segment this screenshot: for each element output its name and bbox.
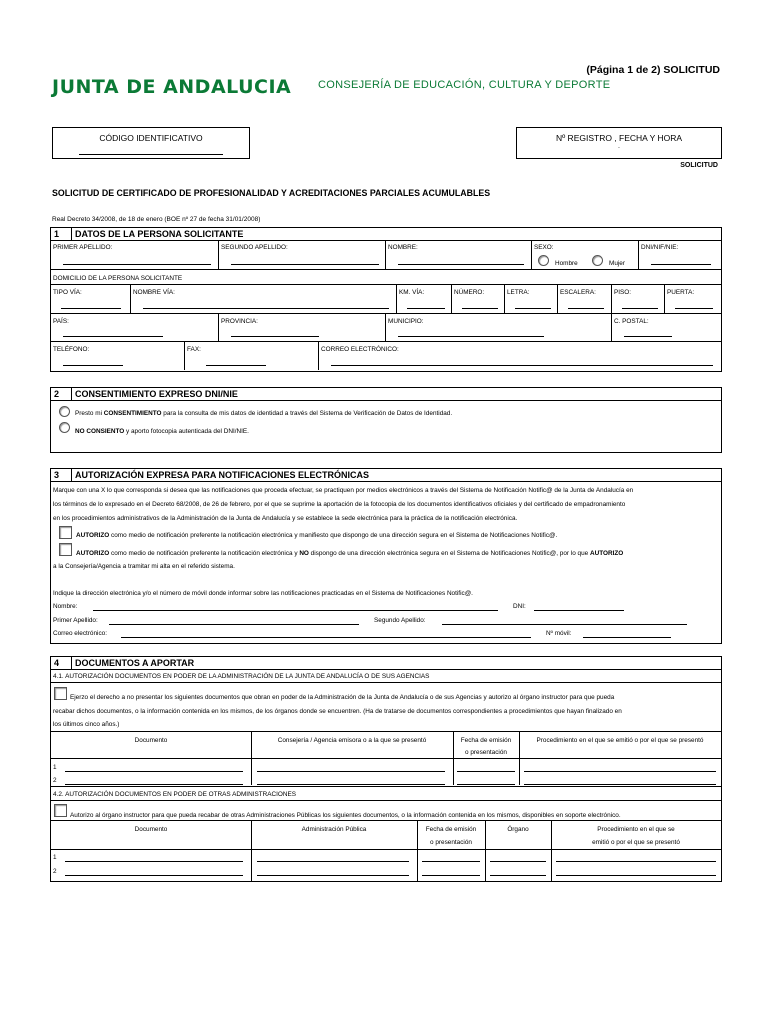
nombre-field[interactable] <box>398 264 524 265</box>
s3-segundo-apellido-label: Segundo Apellido: <box>374 617 426 624</box>
section-2-consentimiento <box>50 387 722 453</box>
dni-field[interactable] <box>651 264 711 265</box>
s3-dni-field[interactable] <box>534 610 624 611</box>
autorizo-2-text: AUTORIZO como medio de notificación preferente la notificación electrónica y NO dispongo de una dirección electrónica segura en el Sistema de Notificaciones Notific@, por lo que AUTORIZO <box>76 550 624 557</box>
form-title: SOLICITUD DE CERTIFICADO DE PROFESIONALIDAD Y ACREDITACIONES PARCIALES ACUMULABLES <box>52 188 491 198</box>
t2-row-2-organo[interactable] <box>490 875 546 876</box>
autorizo-1-text: AUTORIZO como medio de notificación preferente la notificación electrónica y manifiesto que dispongo de una dirección segura en el Sistema de Notificaciones Notific@. <box>76 532 558 539</box>
section-2-title: CONSENTIMIENTO EXPRESO DNI/NIE <box>71 388 238 400</box>
letra-field[interactable] <box>515 308 551 309</box>
t1-row-1-documento[interactable] <box>65 771 243 772</box>
telefono-label: TELÉFONO: <box>53 346 90 353</box>
t2-row-2-procedimiento[interactable] <box>556 875 716 876</box>
escalera-field[interactable] <box>568 308 604 309</box>
s3-nombre-field[interactable] <box>93 610 498 611</box>
nombre-label: NOMBRE: <box>388 244 418 251</box>
section-1-header <box>51 228 721 241</box>
autorizo-2-checkbox[interactable] <box>59 543 72 556</box>
correo-label: CORREO ELECTRÓNICO: <box>321 346 399 353</box>
t2-header-fecha: Fecha de emisión <box>425 826 477 833</box>
t2-header-administracion: Administración Pública <box>301 826 367 833</box>
sexo-label: SEXO: <box>534 244 554 251</box>
segundo-apellido-label: SEGUNDO APELLIDO: <box>221 244 288 251</box>
primer-apellido-label: PRIMER APELLIDO: <box>53 244 113 251</box>
s4-sub2-checkbox[interactable] <box>54 804 67 817</box>
autorizo-2-text-line2: a la Consejería/Agencia a tramitar mi alta en el referido sistema. <box>53 563 235 570</box>
s3-intro-line3: en los procedimientos administrativos de la Administración de la Junta de Andalucía y se establece la sede electrónica para la práctica de la notificación electrónica. <box>53 515 518 522</box>
km-via-field[interactable] <box>407 308 445 309</box>
page-label: (Página 1 de 2) SOLICITUD <box>586 64 720 76</box>
registro-box <box>516 127 722 159</box>
s3-movil-field[interactable] <box>583 637 671 638</box>
municipio-label: MUNICIPIO: <box>388 318 424 325</box>
t1-row-2-consejeria[interactable] <box>257 784 445 785</box>
domicilio-heading: DOMICILIO DE LA PERSONA SOLICITANTE <box>53 275 183 282</box>
t1-header-procedimiento: Procedimiento en el que se emitió o por el que se presentó <box>536 737 704 744</box>
s3-nombre-label: Nombre: <box>53 603 78 610</box>
section-3-number: 3 <box>54 470 60 480</box>
s3-correo-label: Correo electrónico: <box>53 630 107 637</box>
t1-header-documento: Documento <box>134 737 168 744</box>
s3-indique-text: Indique la dirección electrónica y/o el número de móvil donde informar sobre las notificaciones practicadas en el Sistema de Notificaciones Notific@. <box>53 590 473 597</box>
s4-sub1-text2: recabar dichos documentos, o la información contenida en los mismos, de los órganos donde se encuentren. (Ha de tratarse de documentos correspondientes a procedimientos que hayan finalizado en <box>53 708 622 715</box>
no-consiento-radio[interactable] <box>59 422 70 433</box>
s4-sub1-text3: los últimos cinco años.) <box>53 721 120 728</box>
t2-row-1-organo[interactable] <box>490 861 546 862</box>
puerta-field[interactable] <box>675 308 713 309</box>
mujer-label: Mujer <box>609 260 625 267</box>
section-1-datos-solicitante <box>50 227 722 372</box>
t2-header-fecha-2: o presentación <box>430 839 472 846</box>
t1-header-consejeria: Consejería / Agencia emisora o a la que se presentó <box>277 737 427 744</box>
section-1-number: 1 <box>54 229 60 239</box>
section-4-documentos <box>50 656 722 882</box>
codigo-identificativo-box <box>52 127 250 159</box>
t2-row-1-fecha[interactable] <box>422 861 480 862</box>
t2-row-1-documento[interactable] <box>65 861 243 862</box>
numero-field[interactable] <box>462 308 498 309</box>
t1-header-fecha: Fecha de emisión <box>460 737 512 744</box>
section-4-header <box>51 657 721 670</box>
t2-row-2-administracion[interactable] <box>257 875 409 876</box>
telefono-field[interactable] <box>63 365 123 366</box>
provincia-field[interactable] <box>231 336 319 337</box>
correo-field[interactable] <box>331 365 713 366</box>
t1-row-2-number: 2 <box>53 777 57 784</box>
s3-intro-line2: los términos de lo expresado en el Decreto 68/2008, de 26 de febrero, por el que se suprime la aportación de la fotocopia de los documentos identificativos oficiales y del certificado de empadronamiento <box>53 501 626 508</box>
piso-label: PISO: <box>614 289 632 296</box>
t2-row-1-administracion[interactable] <box>257 861 409 862</box>
escalera-label: ESCALERA: <box>560 289 596 296</box>
registro-dot: . <box>618 143 620 150</box>
nombre-via-field[interactable] <box>143 308 389 309</box>
s4-sub1-title: 4.1. AUTORIZACIÓN DOCUMENTOS EN PODER DE LA ADMINISTRACIÓN DE LA JUNTA DE ANDALUCÍA O DE SUS AGENCIAS <box>53 673 430 680</box>
consentimiento-text: Presto mi CONSENTIMIENTO para la consulta de mis datos de identidad a través del Sistema de Verificación de Datos de Identidad. <box>75 410 453 417</box>
mujer-radio[interactable] <box>592 255 603 266</box>
primer-apellido-field[interactable] <box>63 264 211 265</box>
t1-row-1-procedimiento[interactable] <box>524 771 716 772</box>
s3-correo-field[interactable] <box>121 637 531 638</box>
hombre-label: Hombre <box>555 260 578 267</box>
nombre-via-label: NOMBRE VÍA: <box>133 289 175 296</box>
t1-row-2-documento[interactable] <box>65 784 243 785</box>
segundo-apellido-field[interactable] <box>231 264 379 265</box>
piso-field[interactable] <box>622 308 658 309</box>
s3-intro-line1: Marque con una X lo que corresponda si desea que las notificaciones que proceda efectuar, se practiquen por medios electrónicos a través del Sistema de Notificación Notific@ de la Junta de Andalucía en <box>53 487 634 494</box>
s4-sub2-title: 4.2. AUTORIZACIÓN DOCUMENTOS EN PODER DE OTRAS ADMINISTRACIONES <box>53 791 296 798</box>
t2-row-1-number: 1 <box>53 854 57 861</box>
t2-row-2-documento[interactable] <box>65 875 243 876</box>
registro-label: Nº REGISTRO , FECHA Y HORA <box>555 133 683 143</box>
codigo-label: CÓDIGO IDENTIFICATIVO <box>99 133 203 143</box>
section-4-title: DOCUMENTOS A APORTAR <box>71 657 194 669</box>
t1-header-fecha-2: o presentación <box>465 749 507 756</box>
s4-sub1-checkbox[interactable] <box>54 687 67 700</box>
fax-field[interactable] <box>206 365 266 366</box>
section-2-number: 2 <box>54 389 60 399</box>
section-1-title: DATOS DE LA PERSONA SOLICITANTE <box>71 228 243 240</box>
t2-header-documento: Documento <box>134 826 168 833</box>
section-2-header <box>51 388 721 401</box>
cpostal-field[interactable] <box>624 336 672 337</box>
s4-sub1-text1: Ejerzo el derecho a no presentar los siguientes documentos que obran en poder de la Administración de la Junta de Andalucía o de sus Agencias y autorizo al órgano instructor para que pueda <box>70 694 615 701</box>
hombre-radio[interactable] <box>538 255 549 266</box>
pais-field[interactable] <box>63 336 163 337</box>
s3-dni-label: DNI: <box>513 603 526 610</box>
cpostal-label: C. POSTAL: <box>614 318 649 325</box>
section-3-header <box>51 469 721 482</box>
puerta-label: PUERTA: <box>667 289 695 296</box>
t1-row-2-procedimiento[interactable] <box>524 784 716 785</box>
municipio-field[interactable] <box>398 336 544 337</box>
fax-label: FAX: <box>187 346 201 353</box>
section-4-number: 4 <box>54 658 60 668</box>
t2-row-2-number: 2 <box>53 868 57 875</box>
tipo-via-field[interactable] <box>61 308 121 309</box>
decree-reference: Real Decreto 34/2008, de 18 de enero (BOE nº 27 de fecha 31/01/2008) <box>52 216 261 223</box>
s3-primer-apellido-label: Primer Apellido: <box>53 617 98 624</box>
junta-andalucia-logo: JUNTA DE ANDALUCIA <box>52 76 292 98</box>
section-3-title: AUTORIZACIÓN EXPRESA PARA NOTIFICACIONES ELECTRÓNICAS <box>71 469 369 481</box>
dni-label: DNI/NIF/NIE: <box>641 244 679 251</box>
s3-primer-apellido-field[interactable] <box>109 624 359 625</box>
s3-movil-label: Nº móvil: <box>546 630 572 637</box>
t1-row-1-consejeria[interactable] <box>257 771 445 772</box>
t2-header-procedimiento-2: emitió o por el que se presentó <box>592 839 680 846</box>
t1-row-2-fecha[interactable] <box>457 784 515 785</box>
km-via-label: KM. VÍA: <box>399 289 425 296</box>
t1-row-1-number: 1 <box>53 764 57 771</box>
s4-sub2-text: Autorizo al órgano instructor para que pueda recabar de otras Administraciones Públicas los siguientes documentos, o la información contenida en los mismos, disponibles en soporte electrónico. <box>70 812 621 819</box>
section-3-notificaciones <box>50 468 722 644</box>
tipo-via-label: TIPO VÍA: <box>53 289 82 296</box>
t2-header-procedimiento: Procedimiento en el que se <box>597 826 675 833</box>
letra-label: LETRA: <box>507 289 530 296</box>
t2-header-organo: Órgano <box>507 826 529 833</box>
pais-label: PAÍS: <box>53 318 69 325</box>
no-consiento-text: NO CONSIENTO y aporto fotocopia autenticada del DNI/NIE. <box>75 428 249 435</box>
s3-segundo-apellido-field[interactable] <box>442 624 687 625</box>
t1-row-1-fecha[interactable] <box>457 771 515 772</box>
t2-row-1-procedimiento[interactable] <box>556 861 716 862</box>
t2-row-2-fecha[interactable] <box>422 875 480 876</box>
autorizo-1-checkbox[interactable] <box>59 526 72 539</box>
consentimiento-radio[interactable] <box>59 406 70 417</box>
provincia-label: PROVINCIA: <box>221 318 258 325</box>
numero-label: NÚMERO: <box>454 289 485 296</box>
solicitud-tag: SOLICITUD <box>680 162 718 169</box>
consejeria-name: CONSEJERÍA DE EDUCACIÓN, CULTURA Y DEPORTE <box>318 79 611 91</box>
